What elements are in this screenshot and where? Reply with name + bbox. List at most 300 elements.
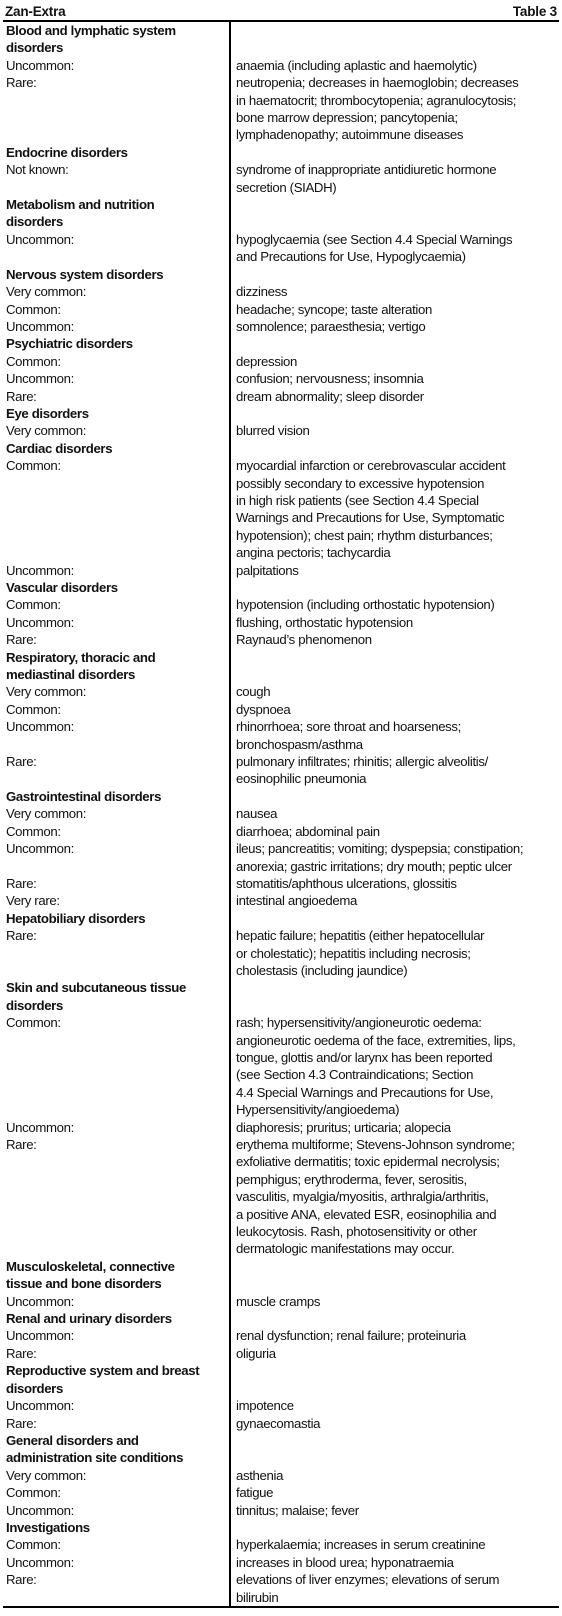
section-title-row <box>3 910 559 927</box>
frequency-label: Common: <box>6 823 61 839</box>
reaction-cell <box>230 57 559 74</box>
section-title-row <box>3 144 559 161</box>
frequency-cell <box>3 1484 230 1501</box>
frequency-cell <box>3 805 230 822</box>
table-row <box>3 718 559 753</box>
frequency-label: Rare: <box>6 388 37 404</box>
reaction-cell <box>230 1345 559 1362</box>
section-title-cell <box>3 1362 230 1397</box>
section-title: Eye disorders <box>6 405 89 421</box>
frequency-cell <box>3 596 230 613</box>
section-title-row <box>3 1310 559 1327</box>
table-row <box>3 283 559 300</box>
reaction-text-line: hepatic failure; hepatitis (either hepatocellular <box>236 928 485 944</box>
frequency-cell <box>3 823 230 840</box>
reaction-text-line: dermatologic manifestations may occur. <box>236 1241 455 1257</box>
section-title: tissue and bone disorders <box>6 1276 162 1292</box>
reaction-text-line: hypoglycaemia (see Section 4.4 Special Warnings <box>236 231 513 247</box>
frequency-label: Uncommon: <box>6 562 74 578</box>
table-row <box>3 1397 559 1414</box>
section-title-row <box>3 1519 559 1536</box>
reaction-text-line: pulmonary infiltrates; rhinitis; allergic alveolitis/ <box>236 754 488 770</box>
section-title-row <box>3 579 559 596</box>
section-title-empty-cell <box>230 979 559 1014</box>
table-row <box>3 301 559 318</box>
reaction-cell <box>230 1467 559 1484</box>
section-title-row <box>3 1362 559 1397</box>
reaction-text-line: leukocytosis. Rash, photosensitivity or other <box>236 1224 477 1240</box>
table-row <box>3 1571 559 1607</box>
frequency-cell <box>3 74 230 144</box>
section-title-cell <box>3 21 230 57</box>
section-title-cell <box>3 579 230 596</box>
frequency-label: Uncommon: <box>6 1398 74 1414</box>
frequency-label: Rare: <box>6 875 37 891</box>
reaction-cell <box>230 1327 559 1344</box>
reaction-cell <box>230 388 559 405</box>
section-title-row <box>3 440 559 457</box>
reaction-cell <box>230 805 559 822</box>
table-row <box>3 1014 559 1118</box>
reaction-text-line: anorexia; gastric irritations; dry mouth; peptic ulcer <box>236 858 512 874</box>
frequency-cell <box>3 1536 230 1553</box>
reaction-cell <box>230 370 559 387</box>
reaction-text-line: secretion (SIADH) <box>236 179 337 195</box>
reaction-cell <box>230 231 559 266</box>
section-title-row <box>3 979 559 1014</box>
reaction-text-line: headache; syncope; taste alteration <box>236 301 432 317</box>
reaction-text-line: stomatitis/aphthous ulcerations, glossitis <box>236 875 457 891</box>
reaction-text-line: ileus; pancreatitis; vomiting; dyspepsia; constipation; <box>236 841 524 857</box>
frequency-cell <box>3 301 230 318</box>
table-row <box>3 840 559 875</box>
section-title-empty-cell <box>230 144 559 161</box>
section-title: administration site conditions <box>6 1450 184 1466</box>
frequency-cell <box>3 1345 230 1362</box>
reaction-cell <box>230 301 559 318</box>
reaction-text-line: and Precautions for Use, Hypoglycaemia) <box>236 249 466 265</box>
table-row <box>3 1554 559 1571</box>
reaction-text-line: flushing, orthostatic hypotension <box>236 614 413 630</box>
reaction-text-line: tinnitus; malaise; fever <box>236 1502 359 1518</box>
reaction-text-line: in high risk patients (see Section 4.4 Special <box>236 492 479 508</box>
reaction-cell <box>230 562 559 579</box>
reaction-cell <box>230 353 559 370</box>
section-title-row <box>3 1432 559 1467</box>
reaction-text-line: Hypersensitivity/angioedema) <box>236 1102 400 1118</box>
section-title-cell <box>3 1519 230 1536</box>
table-row <box>3 683 559 700</box>
frequency-label: Uncommon: <box>6 371 74 387</box>
reaction-text-line: 4.4 Special Warnings and Precautions for Use, <box>236 1084 494 1100</box>
frequency-cell <box>3 1327 230 1344</box>
frequency-cell <box>3 422 230 439</box>
table-row <box>3 753 559 788</box>
reaction-text-line: confusion; nervousness; insomnia <box>236 371 424 387</box>
reaction-cell <box>230 701 559 718</box>
section-title: Musculoskeletal, connective <box>6 1258 175 1274</box>
section-title-cell <box>3 405 230 422</box>
frequency-cell <box>3 840 230 875</box>
frequency-label: Common: <box>6 458 61 474</box>
frequency-label: Uncommon: <box>6 1119 74 1135</box>
frequency-label: Rare: <box>6 754 37 770</box>
frequency-label: Very common: <box>6 684 87 700</box>
section-title-empty-cell <box>230 1432 559 1467</box>
reaction-cell <box>230 718 559 753</box>
reaction-cell <box>230 927 559 979</box>
reaction-text-line: nausea <box>236 806 278 822</box>
section-title-cell <box>3 1310 230 1327</box>
section-title: Reproductive system and breast <box>6 1363 200 1379</box>
reaction-text-line: tongue, glottis and/or larynx has been reported <box>236 1049 493 1065</box>
frequency-label: Common: <box>6 1537 61 1553</box>
frequency-label: Uncommon: <box>6 1328 74 1344</box>
reaction-text-line: syndrome of inappropriate antidiuretic hormone <box>236 162 497 178</box>
frequency-label: Uncommon: <box>6 57 74 73</box>
reaction-text-line: vasculitis, myalgia/myositis, arthralgia/arthritis, <box>236 1189 489 1205</box>
frequency-cell <box>3 1415 230 1432</box>
reaction-text-line: a positive ANA, elevated ESR, eosinophilia and <box>236 1206 497 1222</box>
table-row <box>3 161 559 196</box>
reaction-cell <box>230 683 559 700</box>
table-row <box>3 805 559 822</box>
section-title: Skin and subcutaneous tissue <box>6 980 186 996</box>
table-row <box>3 701 559 718</box>
table-body <box>3 21 559 1607</box>
reaction-text-line: exfoliative dermatitis; toxic epidermal necrolysis; <box>236 1154 500 1170</box>
reaction-cell <box>230 74 559 144</box>
reaction-cell <box>230 422 559 439</box>
section-title-cell <box>3 788 230 805</box>
section-title-empty-cell <box>230 788 559 805</box>
reaction-text-line: Warnings and Precautions for Use, Symptomatic <box>236 510 505 526</box>
frequency-label: Uncommon: <box>6 231 74 247</box>
reaction-text-line: muscle cramps <box>236 1293 321 1309</box>
frequency-cell <box>3 683 230 700</box>
table-row <box>3 57 559 74</box>
reaction-text-line: hyperkalaemia; increases in serum creatinine <box>236 1537 486 1553</box>
table-row <box>3 74 559 144</box>
frequency-label: Common: <box>6 301 61 317</box>
frequency-cell <box>3 57 230 74</box>
reaction-text-line: gynaecomastia <box>236 1415 321 1431</box>
reaction-cell <box>230 892 559 909</box>
section-title-empty-cell <box>230 21 559 57</box>
frequency-cell <box>3 892 230 909</box>
reaction-cell <box>230 1502 559 1519</box>
reaction-text-line: intestinal angioedema <box>236 893 357 909</box>
table-row <box>3 1136 559 1258</box>
section-title-cell <box>3 1258 230 1293</box>
frequency-cell <box>3 718 230 753</box>
reaction-text-line: cholestasis (including jaundice) <box>236 962 408 978</box>
frequency-label: Uncommon: <box>6 841 74 857</box>
frequency-cell <box>3 1554 230 1571</box>
section-title-row <box>3 21 559 57</box>
frequency-cell <box>3 562 230 579</box>
section-title: Endocrine disorders <box>6 144 128 160</box>
frequency-cell <box>3 283 230 300</box>
reaction-cell <box>230 283 559 300</box>
frequency-label: Very common: <box>6 1467 87 1483</box>
frequency-label: Common: <box>6 1485 61 1501</box>
section-title-empty-cell <box>230 1362 559 1397</box>
table-row <box>3 562 559 579</box>
reaction-text-line: angina pectoris; tachycardia <box>236 545 391 561</box>
frequency-cell <box>3 1136 230 1258</box>
section-title-empty-cell <box>230 405 559 422</box>
reaction-text-line: bone marrow depression; pancytopenia; <box>236 110 458 126</box>
reaction-text-line: (see Section 4.3 Contraindications; Section <box>236 1067 474 1083</box>
frequency-label: Uncommon: <box>6 318 74 334</box>
table-row <box>3 370 559 387</box>
frequency-cell <box>3 631 230 648</box>
frequency-cell <box>3 1014 230 1118</box>
reaction-text-line: anaemia (including aplastic and haemolytic) <box>236 57 477 73</box>
frequency-label: Uncommon: <box>6 1502 74 1518</box>
section-title-empty-cell <box>230 1519 559 1536</box>
reaction-cell <box>230 457 559 561</box>
reaction-text-line: Raynaud’s phenomenon <box>236 632 372 648</box>
reaction-text-line: myocardial infarction or cerebrovascular accident <box>236 458 506 474</box>
reaction-text-line: in haematocrit; thrombocytopenia; agranulocytosis; <box>236 92 517 108</box>
reaction-text-line: depression <box>236 353 298 369</box>
table-row <box>3 892 559 909</box>
section-title-empty-cell <box>230 649 559 684</box>
table-row <box>3 353 559 370</box>
frequency-cell <box>3 370 230 387</box>
section-title-row <box>3 335 559 352</box>
reaction-text-line: lymphadenopathy; autoimmune diseases <box>236 127 464 143</box>
section-title: disorders <box>6 997 63 1013</box>
table-row <box>3 875 559 892</box>
table-row <box>3 1345 559 1362</box>
section-title: Blood and lymphatic system <box>6 23 176 38</box>
section-title-empty-cell <box>230 266 559 283</box>
reaction-cell <box>230 596 559 613</box>
frequency-label: Common: <box>6 1015 61 1031</box>
reaction-cell <box>230 1397 559 1414</box>
frequency-label: Common: <box>6 701 61 717</box>
section-title: disorders <box>6 214 63 230</box>
section-title-row <box>3 1258 559 1293</box>
section-title-cell <box>3 649 230 684</box>
frequency-label: Rare: <box>6 928 37 944</box>
reaction-text-line: dizziness <box>236 284 288 300</box>
section-title-row <box>3 649 559 684</box>
reaction-text-line: increases in blood urea; hyponatraemia <box>236 1554 454 1570</box>
table-row <box>3 927 559 979</box>
section-title: Gastrointestinal disorders <box>6 788 162 804</box>
section-title-empty-cell <box>230 1310 559 1327</box>
table-row <box>3 1484 559 1501</box>
section-title-empty-cell <box>230 335 559 352</box>
section-title-cell <box>3 440 230 457</box>
reaction-cell <box>230 875 559 892</box>
frequency-cell <box>3 701 230 718</box>
table-row <box>3 318 559 335</box>
section-title-cell <box>3 979 230 1014</box>
section-title-row <box>3 788 559 805</box>
frequency-cell <box>3 1571 230 1607</box>
section-title: Metabolism and nutrition <box>6 197 155 213</box>
section-title: Hepatobiliary disorders <box>6 910 146 926</box>
product-name: Zan-Extra <box>5 4 66 19</box>
reaction-cell <box>230 1571 559 1607</box>
table-row <box>3 1327 559 1344</box>
section-title-row <box>3 196 559 231</box>
reaction-cell <box>230 1119 559 1136</box>
table-row <box>3 596 559 613</box>
reaction-text-line: neutropenia; decreases in haemoglobin; decreases <box>236 75 519 91</box>
section-title-cell <box>3 910 230 927</box>
reaction-text-line: rash; hypersensitivity/angioneurotic oedema: <box>236 1015 482 1031</box>
reaction-text-line: pemphigus; erythroderma, fever, serositis, <box>236 1171 467 1187</box>
reaction-cell <box>230 1484 559 1501</box>
section-title: Nervous system disorders <box>6 266 164 282</box>
table-row <box>3 1502 559 1519</box>
reaction-text-line: diaphoresis; pruritus; urticaria; alopecia <box>236 1119 451 1135</box>
frequency-label: Uncommon: <box>6 1293 74 1309</box>
reaction-text-line: angioneurotic oedema of the face, extremities, lips, <box>236 1032 516 1048</box>
reaction-text-line: eosinophilic pneumonia <box>236 771 367 787</box>
frequency-label: Rare: <box>6 1572 37 1588</box>
frequency-cell <box>3 1119 230 1136</box>
reaction-text-line: elevations of liver enzymes; elevations of serum <box>236 1572 500 1588</box>
section-title-row <box>3 405 559 422</box>
table-row <box>3 1536 559 1553</box>
reaction-cell <box>230 823 559 840</box>
frequency-label: Rare: <box>6 1415 37 1431</box>
frequency-cell <box>3 927 230 979</box>
reaction-text-line: renal dysfunction; renal failure; proteinuria <box>236 1328 466 1344</box>
reaction-text-line: hypotension); chest pain; rhythm disturbances; <box>236 527 493 543</box>
reaction-cell <box>230 631 559 648</box>
table-row <box>3 1293 559 1310</box>
frequency-cell <box>3 1502 230 1519</box>
table-row <box>3 422 559 439</box>
section-title-empty-cell <box>230 579 559 596</box>
reaction-text-line: bronchospasm/asthma <box>236 736 363 752</box>
frequency-cell <box>3 1397 230 1414</box>
table-row <box>3 1415 559 1432</box>
section-title-empty-cell <box>230 1258 559 1293</box>
reaction-text-line: dream abnormality; sleep disorder <box>236 388 424 404</box>
table-row <box>3 1119 559 1136</box>
frequency-cell <box>3 614 230 631</box>
reaction-text-line: erythema multiforme; Stevens-Johnson syndrome; <box>236 1137 515 1152</box>
frequency-label: Very common: <box>6 284 87 300</box>
frequency-label: Uncommon: <box>6 614 74 630</box>
reaction-text-line: palpitations <box>236 562 299 578</box>
section-title-row <box>3 266 559 283</box>
section-title: disorders <box>6 1380 63 1396</box>
reaction-text-line: blurred vision <box>236 423 310 439</box>
frequency-label: Rare: <box>6 1345 37 1361</box>
table-row <box>3 457 559 561</box>
section-title-empty-cell <box>230 440 559 457</box>
reaction-cell <box>230 753 559 788</box>
reaction-cell <box>230 614 559 631</box>
frequency-label: Very common: <box>6 806 87 822</box>
reaction-cell <box>230 1554 559 1571</box>
frequency-cell <box>3 1467 230 1484</box>
table-header <box>3 3 559 19</box>
adverse-reactions-table <box>3 20 559 1608</box>
frequency-label: Uncommon: <box>6 1554 74 1570</box>
section-title-empty-cell <box>230 910 559 927</box>
reaction-text-line: hypotension (including orthostatic hypotension) <box>236 597 495 613</box>
table-row <box>3 614 559 631</box>
frequency-label: Not known: <box>6 162 69 178</box>
section-title: General disorders and <box>6 1432 139 1448</box>
section-title: Investigations <box>6 1519 90 1535</box>
section-title: mediastinal disorders <box>6 667 135 683</box>
reaction-text-line: or cholestatic); hepatitis including necrosis; <box>236 945 471 961</box>
section-title: Cardiac disorders <box>6 440 113 456</box>
table-number: Table 3 <box>512 4 557 19</box>
frequency-label: Rare: <box>6 1137 37 1152</box>
frequency-label: Very common: <box>6 423 87 439</box>
reaction-text-line: cough <box>236 684 271 700</box>
table-row <box>3 631 559 648</box>
section-title: disorders <box>6 40 63 56</box>
reaction-text-line: fatigue <box>236 1485 274 1501</box>
frequency-cell <box>3 161 230 196</box>
table-row <box>3 823 559 840</box>
section-title: Renal and urinary disorders <box>6 1311 172 1327</box>
frequency-label: Very rare: <box>6 893 60 909</box>
reaction-cell <box>230 1536 559 1553</box>
section-title-empty-cell <box>230 196 559 231</box>
section-title: Respiratory, thoracic and <box>6 649 156 665</box>
frequency-label: Common: <box>6 353 61 369</box>
section-title-cell <box>3 1432 230 1467</box>
frequency-cell <box>3 318 230 335</box>
reaction-text-line: dyspnoea <box>236 701 291 717</box>
reaction-text-line: bilirubin <box>236 1589 279 1605</box>
section-title: Psychiatric disorders <box>6 336 133 352</box>
reaction-text-line: diarrhoea; abdominal pain <box>236 823 380 839</box>
frequency-label: Common: <box>6 597 61 613</box>
reaction-text-line: asthenia <box>236 1467 284 1483</box>
reaction-cell <box>230 1014 559 1118</box>
table-row <box>3 231 559 266</box>
frequency-label: Uncommon: <box>6 719 74 735</box>
frequency-cell <box>3 753 230 788</box>
frequency-label: Rare: <box>6 632 37 648</box>
reaction-cell <box>230 1136 559 1258</box>
table-row <box>3 388 559 405</box>
section-title-cell <box>3 335 230 352</box>
frequency-cell <box>3 457 230 561</box>
frequency-label: Rare: <box>6 75 37 91</box>
table-row <box>3 1467 559 1484</box>
reaction-text-line: oliguria <box>236 1345 276 1361</box>
section-title: Vascular disorders <box>6 580 118 595</box>
section-title-cell <box>3 266 230 283</box>
reaction-cell <box>230 1293 559 1310</box>
frequency-cell <box>3 231 230 266</box>
reaction-text-line: rhinorrhoea; sore throat and hoarseness; <box>236 719 461 735</box>
frequency-cell <box>3 388 230 405</box>
reaction-cell <box>230 318 559 335</box>
reaction-text-line: possibly secondary to excessive hypotension <box>236 475 485 491</box>
reaction-cell <box>230 840 559 875</box>
frequency-cell <box>3 1293 230 1310</box>
section-title-cell <box>3 144 230 161</box>
